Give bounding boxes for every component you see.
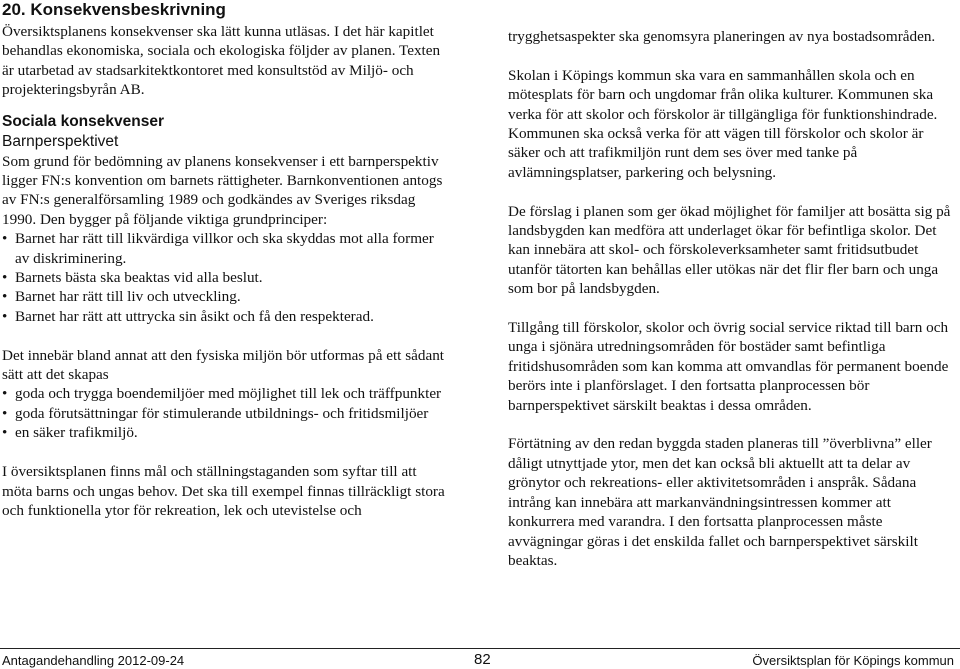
body-paragraph: Det innebär bland annat att den fysiska miljön bör utformas på ett sådant sätt att det skapas — [2, 346, 445, 384]
footer-document-status: Antagandehandling 2012-09-24 — [2, 653, 185, 668]
body-paragraph: Tillgång till förskolor, skolor och övrig social service riktad till barn och unga i sjönära utredningsområden för bostäder samt befintliga fritidshusområden som kan komma att omvandlas för permanent boende berörs inte i planförslaget. I den fortsatta planprocessen bör barnperspektivet särskilt beaktas i dessa områden. — [508, 319, 949, 414]
right-column — [508, 27, 954, 570]
page-title: 20. Konsekvensbeskrivning — [2, 0, 226, 19]
list-item: • goda förutsättningar för stimulerande utbildnings- och fritidsmiljöer — [2, 404, 429, 422]
left-column — [2, 22, 450, 520]
principles-list — [2, 229, 450, 326]
body-paragraph: Skolan i Köpings kommun ska vara en sammanhållen skola och en mötesplats för barn och ungdomar från olika kulturer. Kommunen ska verka för att skolor och förskolor är tillgängliga för funktionshindrade. Kommunen ska också verka för att vägen till förskolor och skolor är säker och att trafikmiljön runt dem ses över med tanke på avlämningsplatser, parkering och belysning. — [508, 66, 938, 181]
footer-document-title: Översiktsplan för Köpings kommun — [752, 653, 954, 668]
list-item: • Barnet har rätt att uttrycka sin åsikt och få den respekterad. — [2, 307, 374, 325]
list-item: • Barnet har rätt till liv och utveckling. — [2, 288, 241, 306]
page-footer — [0, 648, 960, 669]
body-paragraph: De förslag i planen som ger ökad möjlighet för familjer att bosätta sig på landsbygden kan medföra att underlaget ökar för befintliga skolor. Det kan innebära att skol- och förskoleverksamheter samt fritidsutbudet utanför tätorten kan behållas eller utökas när det flir fler barn och unga som bor på landsbygden. — [508, 202, 951, 298]
list-item: • Barnets bästa ska beaktas vid alla beslut. — [2, 269, 263, 287]
list-item: • Barnet har rätt till likvärdiga villkor och ska skyddas mot alla former av diskriminering. — [2, 230, 434, 267]
body-paragraph: Förtätning av den redan byggda staden planeras till ”överblivna” eller dåligt utnyttjade ytor, men det kan också bli aktuellt att ta delar av grönytor och rekreations- eller aktivitetsområden i anspråk. Sådana intrång kan innebära att markanvändningsintressen kommer att konkurrera med varandra. I den fortsatta planprocessen måste avvägningar göras i det enskilda fallet och barnperspektivet särskilt beaktas. — [508, 435, 932, 569]
section-heading: Sociala konsekvenser — [2, 112, 164, 130]
intro-paragraph: Översiktsplanens konsekvenser ska lätt kunna utläsas. I det här kapitlet behandlas ekonomiska, sociala och ekologiska följder av planen. Texten är utarbetad av stadsarkitektkontoret med konsultstöd av Miljö- och projekteringsbyrån AB. — [2, 23, 441, 99]
body-paragraph: Som grund för bedömning av planens konsekvenser i ett barnperspektiv ligger FN:s konvention om barnets rättigheter. Barnkonventionen antogs av FN:s generalförsamling 1989 och godkändes av Sveriges riksdag 1990. Den bygger på följande viktiga grundprinciper: — [2, 152, 443, 228]
section-subheading: Barnperspektivet — [2, 132, 119, 150]
environment-list — [2, 384, 450, 442]
list-item: • goda och trygga boendemiljöer med möjlighet till lek och träffpunkter — [2, 385, 442, 403]
page-number: 82 — [474, 651, 491, 668]
list-item: • en säker trafikmiljö. — [2, 424, 138, 442]
body-paragraph: trygghetsaspekter ska genomsyra planeringen av nya bostadsområden. — [508, 28, 936, 45]
body-paragraph: I översiktsplanen finns mål och ställningstaganden som syftar till att möta barns och ungas behov. Det ska till exempel finnas tillräckligt stora och funktionella ytor för rekreation, lek och utevistelse och — [2, 463, 445, 519]
